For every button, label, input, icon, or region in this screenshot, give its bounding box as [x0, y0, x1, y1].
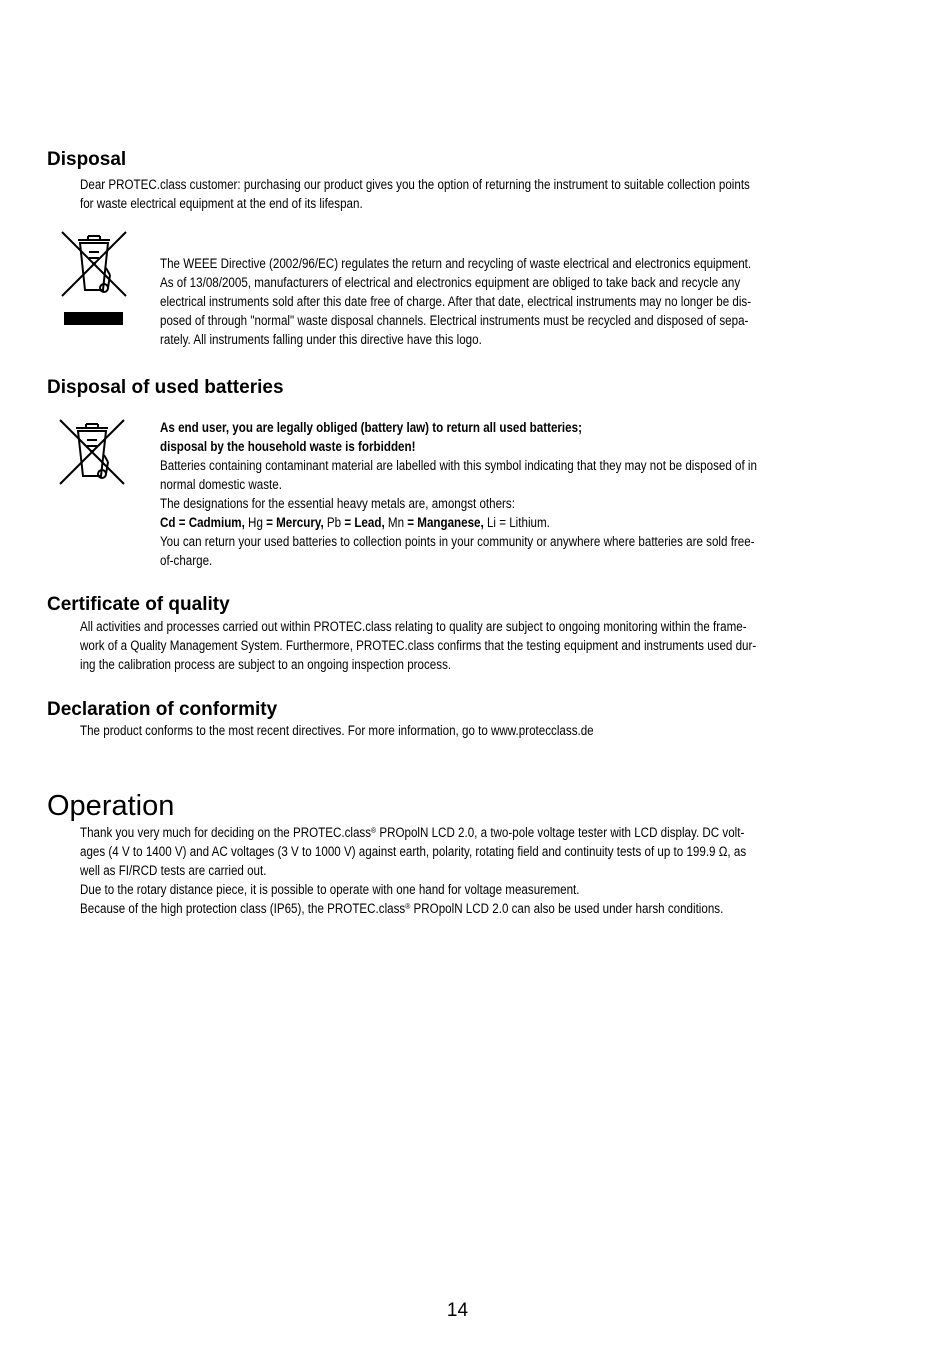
- weee-line: rately. All instruments falling under this directive have this logo.: [160, 332, 482, 347]
- batteries-heading: Disposal of used batteries: [47, 377, 284, 398]
- operation-text: [80, 823, 864, 918]
- weee-directive-text: [160, 254, 861, 349]
- operation-line: ages (4 V to 1400 V) and AC voltages (3 V to 1000 V) against earth, polarity, rotating field and continuity tests of up to 199.9 Ω, as: [80, 844, 747, 859]
- cadmium-label: Cd = Cadmium,: [160, 515, 245, 530]
- operation-line: [80, 899, 864, 918]
- operation-text-part: Thank you very much for deciding on the PROTEC.class: [80, 825, 372, 840]
- mercury-symbol: Hg: [244, 515, 267, 530]
- lithium-label: Li = Lithium.: [483, 515, 550, 530]
- page-number: 14: [446, 1300, 469, 1321]
- certificate-line: work of a Quality Management System. Furthermore, PROTEC.class confirms that the testing equipment and instruments used dur-: [80, 638, 757, 653]
- conformity-heading: Declaration of conformity: [47, 699, 278, 720]
- conformity-text: [80, 721, 864, 740]
- batteries-line: The designations for the essential heavy metals are, amongst others:: [160, 496, 515, 511]
- mercury-label: = Mercury,: [266, 515, 324, 530]
- operation-line: Due to the rotary distance piece, it is possible to operate with one hand for voltage measurement.: [80, 882, 580, 897]
- crossed-out-wheelie-bin-icon: [56, 418, 128, 493]
- weee-line: As of 13/08/2005, manufacturers of electrical and electronics equipment are obliged to take back and recycle any: [160, 275, 741, 290]
- disposal-intro: [80, 175, 864, 213]
- disposal-intro-line: for waste electrical equipment at the end of its lifespan.: [80, 196, 363, 211]
- operation-line: [80, 823, 864, 842]
- operation-heading: Operation: [47, 790, 175, 822]
- registered-mark: ®: [371, 826, 377, 835]
- disposal-heading: Disposal: [47, 149, 127, 170]
- batteries-line: of-charge.: [160, 553, 213, 568]
- heavy-metals-line: [160, 513, 861, 532]
- batteries-line: Batteries containing contaminant material are labelled with this symbol indicating that they may not be disposed of in: [160, 458, 757, 473]
- batteries-line: You can return your used batteries to collection points in your community or anywhere where batteries are sold free-: [160, 534, 755, 549]
- certificate-line: ing the calibration process are subject to an ongoing inspection process.: [80, 657, 452, 672]
- crossed-out-wheelie-bin-icon: [58, 230, 130, 335]
- certificate-heading: Certificate of quality: [47, 594, 230, 615]
- weee-line: posed of through "normal" waste disposal channels. Electrical instruments must be recycled and disposed of sepa-: [160, 313, 749, 328]
- batteries-bold-line: As end user, you are legally obliged (battery law) to return all used batteries;: [160, 420, 582, 435]
- lead-symbol: Pb: [323, 515, 345, 530]
- operation-text-part: Because of the high protection class (IP65), the PROTEC.class: [80, 901, 406, 916]
- lead-label: = Lead,: [344, 515, 385, 530]
- operation-line: well as FI/RCD tests are carried out.: [80, 863, 267, 878]
- certificate-line: All activities and processes carried out within PROTEC.class relating to quality are subject to ongoing monitoring within the frame-: [80, 619, 747, 634]
- batteries-text: [160, 418, 861, 570]
- batteries-line: normal domestic waste.: [160, 477, 282, 492]
- operation-text-part: PROpolN LCD 2.0, a two-pole voltage tester with LCD display. DC volt-: [376, 825, 745, 840]
- manganese-label: = Manganese,: [407, 515, 484, 530]
- operation-text-part: PROpolN LCD 2.0 can also be used under harsh conditions.: [410, 901, 724, 916]
- disposal-intro-line: Dear PROTEC.class customer: purchasing our product gives you the option of returning the instrument to suitable collection points: [80, 177, 750, 192]
- manganese-symbol: Mn: [384, 515, 408, 530]
- batteries-bold-line: disposal by the household waste is forbidden!: [160, 439, 416, 454]
- weee-line: The WEEE Directive (2002/96/EC) regulates the return and recycling of waste electrical and electronics equipment.: [160, 256, 752, 271]
- weee-line: electrical instruments sold after this date free of charge. After that date, electrical instruments may no longer be dis-: [160, 294, 752, 309]
- registered-mark: ®: [405, 902, 411, 911]
- conformity-line: The product conforms to the most recent directives. For more information, go to www.protecclass.de: [80, 723, 594, 738]
- certificate-text: [80, 617, 864, 674]
